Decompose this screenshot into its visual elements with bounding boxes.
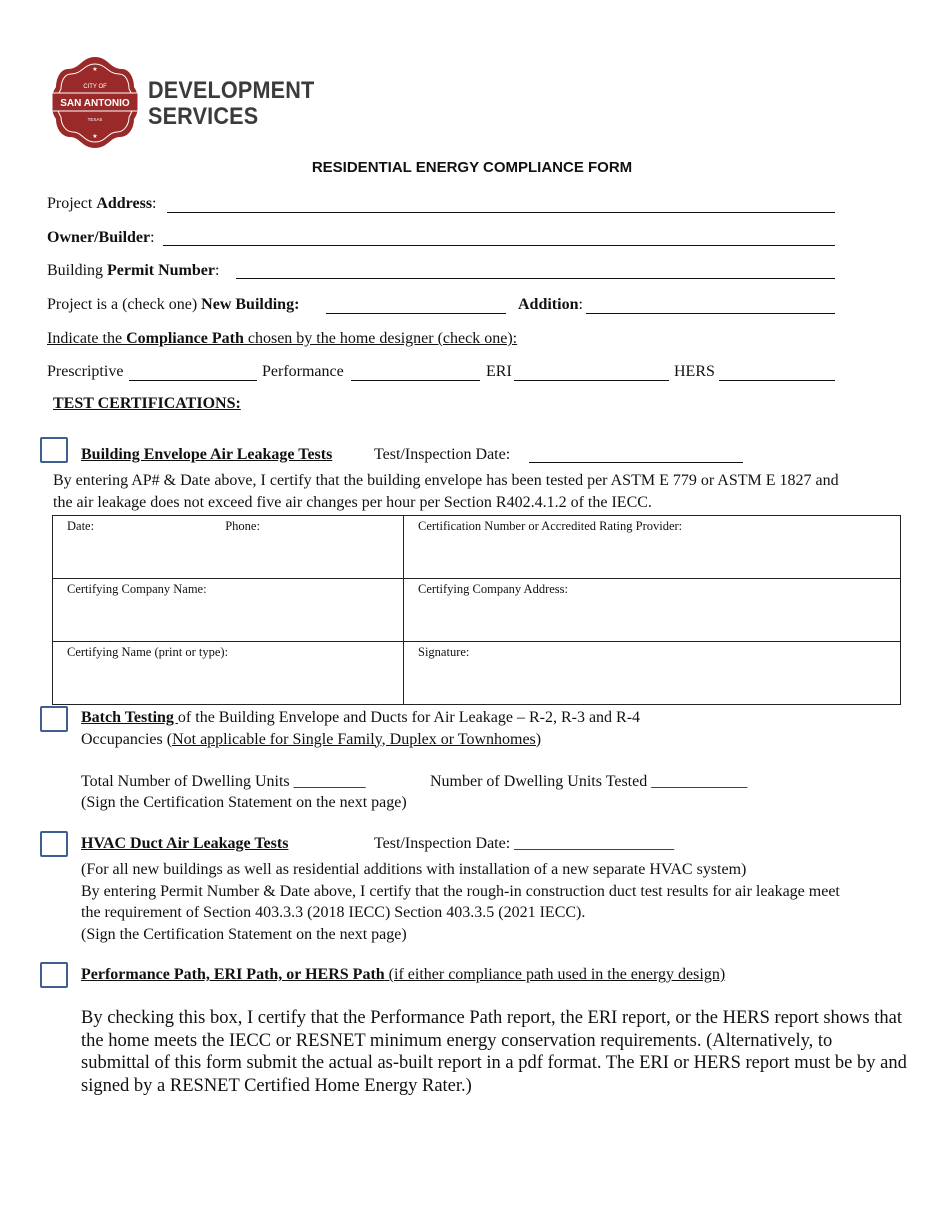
project-type-label: Project is a (check one) New Building:: [47, 296, 300, 313]
test-certifications-heading: TEST CERTIFICATIONS:: [53, 395, 241, 412]
date-label: Date:: [67, 519, 95, 533]
brand-wordmark: [148, 78, 314, 130]
cert-number-label: Certification Number or Accredited Rating Provider:: [418, 519, 683, 533]
batch-sign-note: (Sign the Certification Statement on the next page): [81, 794, 407, 811]
certifying-name-label: Certifying Name (print or type):: [67, 645, 229, 659]
permit-number-label: Building Permit Number:: [47, 262, 220, 279]
svg-text:★: ★: [92, 67, 98, 73]
hvac-statement: (For all new buildings as well as residential additions with installation of a new separate HVAC system) By entering Permit Number & Date above, I certify that the rough-in construction duct test results for air leakage meet the requirement of Section 403.3.3 (2018 IECC) Section 403.3.5 (2021 IECC). (Sign the Certification Statement on the next page): [81, 861, 840, 943]
addition-field[interactable]: [586, 313, 835, 314]
owner-builder-field[interactable]: [163, 245, 835, 246]
certification-table: [52, 515, 901, 705]
hvac-test-checkbox[interactable]: [40, 831, 68, 857]
company-name-cell[interactable]: [53, 579, 404, 642]
envelope-statement: By entering AP# & Date above, I certify that the building envelope has been tested per ASTM E 779 or ASTM E 1827 and the air leakage does not exceed five air changes per hour per Section R402.4.1.2 of the IECC.: [53, 472, 839, 511]
date-phone-cell[interactable]: [53, 516, 404, 579]
units-tested-field[interactable]: Number of Dwelling Units Tested ____________: [430, 773, 748, 790]
new-building-field[interactable]: [326, 313, 506, 314]
company-address-cell[interactable]: [404, 579, 901, 642]
compliance-path-instruction: Indicate the Compliance Path chosen by the home designer (check one):: [47, 330, 518, 347]
signature-label: Signature:: [418, 645, 470, 659]
path-hers-field[interactable]: [719, 380, 835, 381]
permit-number-field[interactable]: [236, 278, 835, 279]
hvac-test-title: HVAC Duct Air Leakage Tests: [81, 835, 289, 852]
phone-label: Phone:: [225, 519, 260, 533]
addition-label: Addition:: [518, 296, 583, 313]
path-performance-label: Performance: [262, 363, 344, 380]
envelope-date-label: Test/Inspection Date:: [374, 446, 511, 463]
batch-testing-description: Batch Testing of the Building Envelope and Ducts for Air Leakage – R-2, R-3 and R-4 Occupancies (Not applicable for Single Family, Duplex or Townhomes): [81, 709, 641, 748]
performance-path-checkbox[interactable]: [40, 962, 68, 988]
envelope-test-title: Building Envelope Air Leakage Tests: [81, 446, 333, 463]
envelope-date-field[interactable]: [529, 462, 743, 463]
path-prescriptive-label: Prescriptive: [47, 363, 124, 380]
path-hers-label: HERS: [674, 363, 715, 380]
batch-testing-checkbox[interactable]: [40, 706, 68, 732]
brand-line-1: DEVELOPMENT: [148, 77, 315, 104]
path-eri-label: ERI: [486, 363, 512, 380]
brand-line-2: SERVICES: [148, 103, 259, 130]
form-title: RESIDENTIAL ENERGY COMPLIANCE FORM: [311, 159, 633, 176]
certifying-name-cell[interactable]: [53, 642, 404, 705]
company-address-label: Certifying Company Address:: [418, 582, 568, 596]
development-services-logo: [44, 52, 315, 152]
svg-text:SAN ANTONIO: SAN ANTONIO: [60, 98, 130, 109]
hvac-date-field[interactable]: Test/Inspection Date: ____________________: [374, 835, 675, 852]
owner-builder-label: Owner/Builder:: [47, 229, 155, 246]
path-prescriptive-field[interactable]: [129, 380, 257, 381]
cert-number-cell[interactable]: [404, 516, 901, 579]
svg-text:CITY OF: CITY OF: [83, 84, 107, 90]
performance-path-title: Performance Path, ERI Path, or HERS Path (if either compliance path used in the energy design): [81, 966, 726, 983]
path-performance-field[interactable]: [351, 380, 480, 381]
total-units-field[interactable]: Total Number of Dwelling Units _________: [81, 773, 366, 790]
performance-path-statement: By checking this box, I certify that the Performance Path report, the ERI report, or the HERS report shows that the home meets the IECC or RESNET minimum energy conservation requirements. (Alternatively, to submittal of this form submit the actual as-built report in a pdf format. The ERI or HERS report must be by and signed by a RESNET Certified Home Energy Rater.): [81, 1008, 907, 1096]
envelope-test-checkbox[interactable]: [40, 437, 68, 463]
project-address-label: Project Address:: [47, 195, 157, 212]
svg-text:★: ★: [92, 134, 98, 140]
path-eri-field[interactable]: [514, 380, 669, 381]
svg-text:TEXAS: TEXAS: [87, 117, 103, 122]
company-name-label: Certifying Company Name:: [67, 582, 207, 596]
san-antonio-seal-icon: [50, 55, 140, 150]
signature-cell[interactable]: [404, 642, 901, 705]
project-address-field[interactable]: [167, 212, 835, 213]
